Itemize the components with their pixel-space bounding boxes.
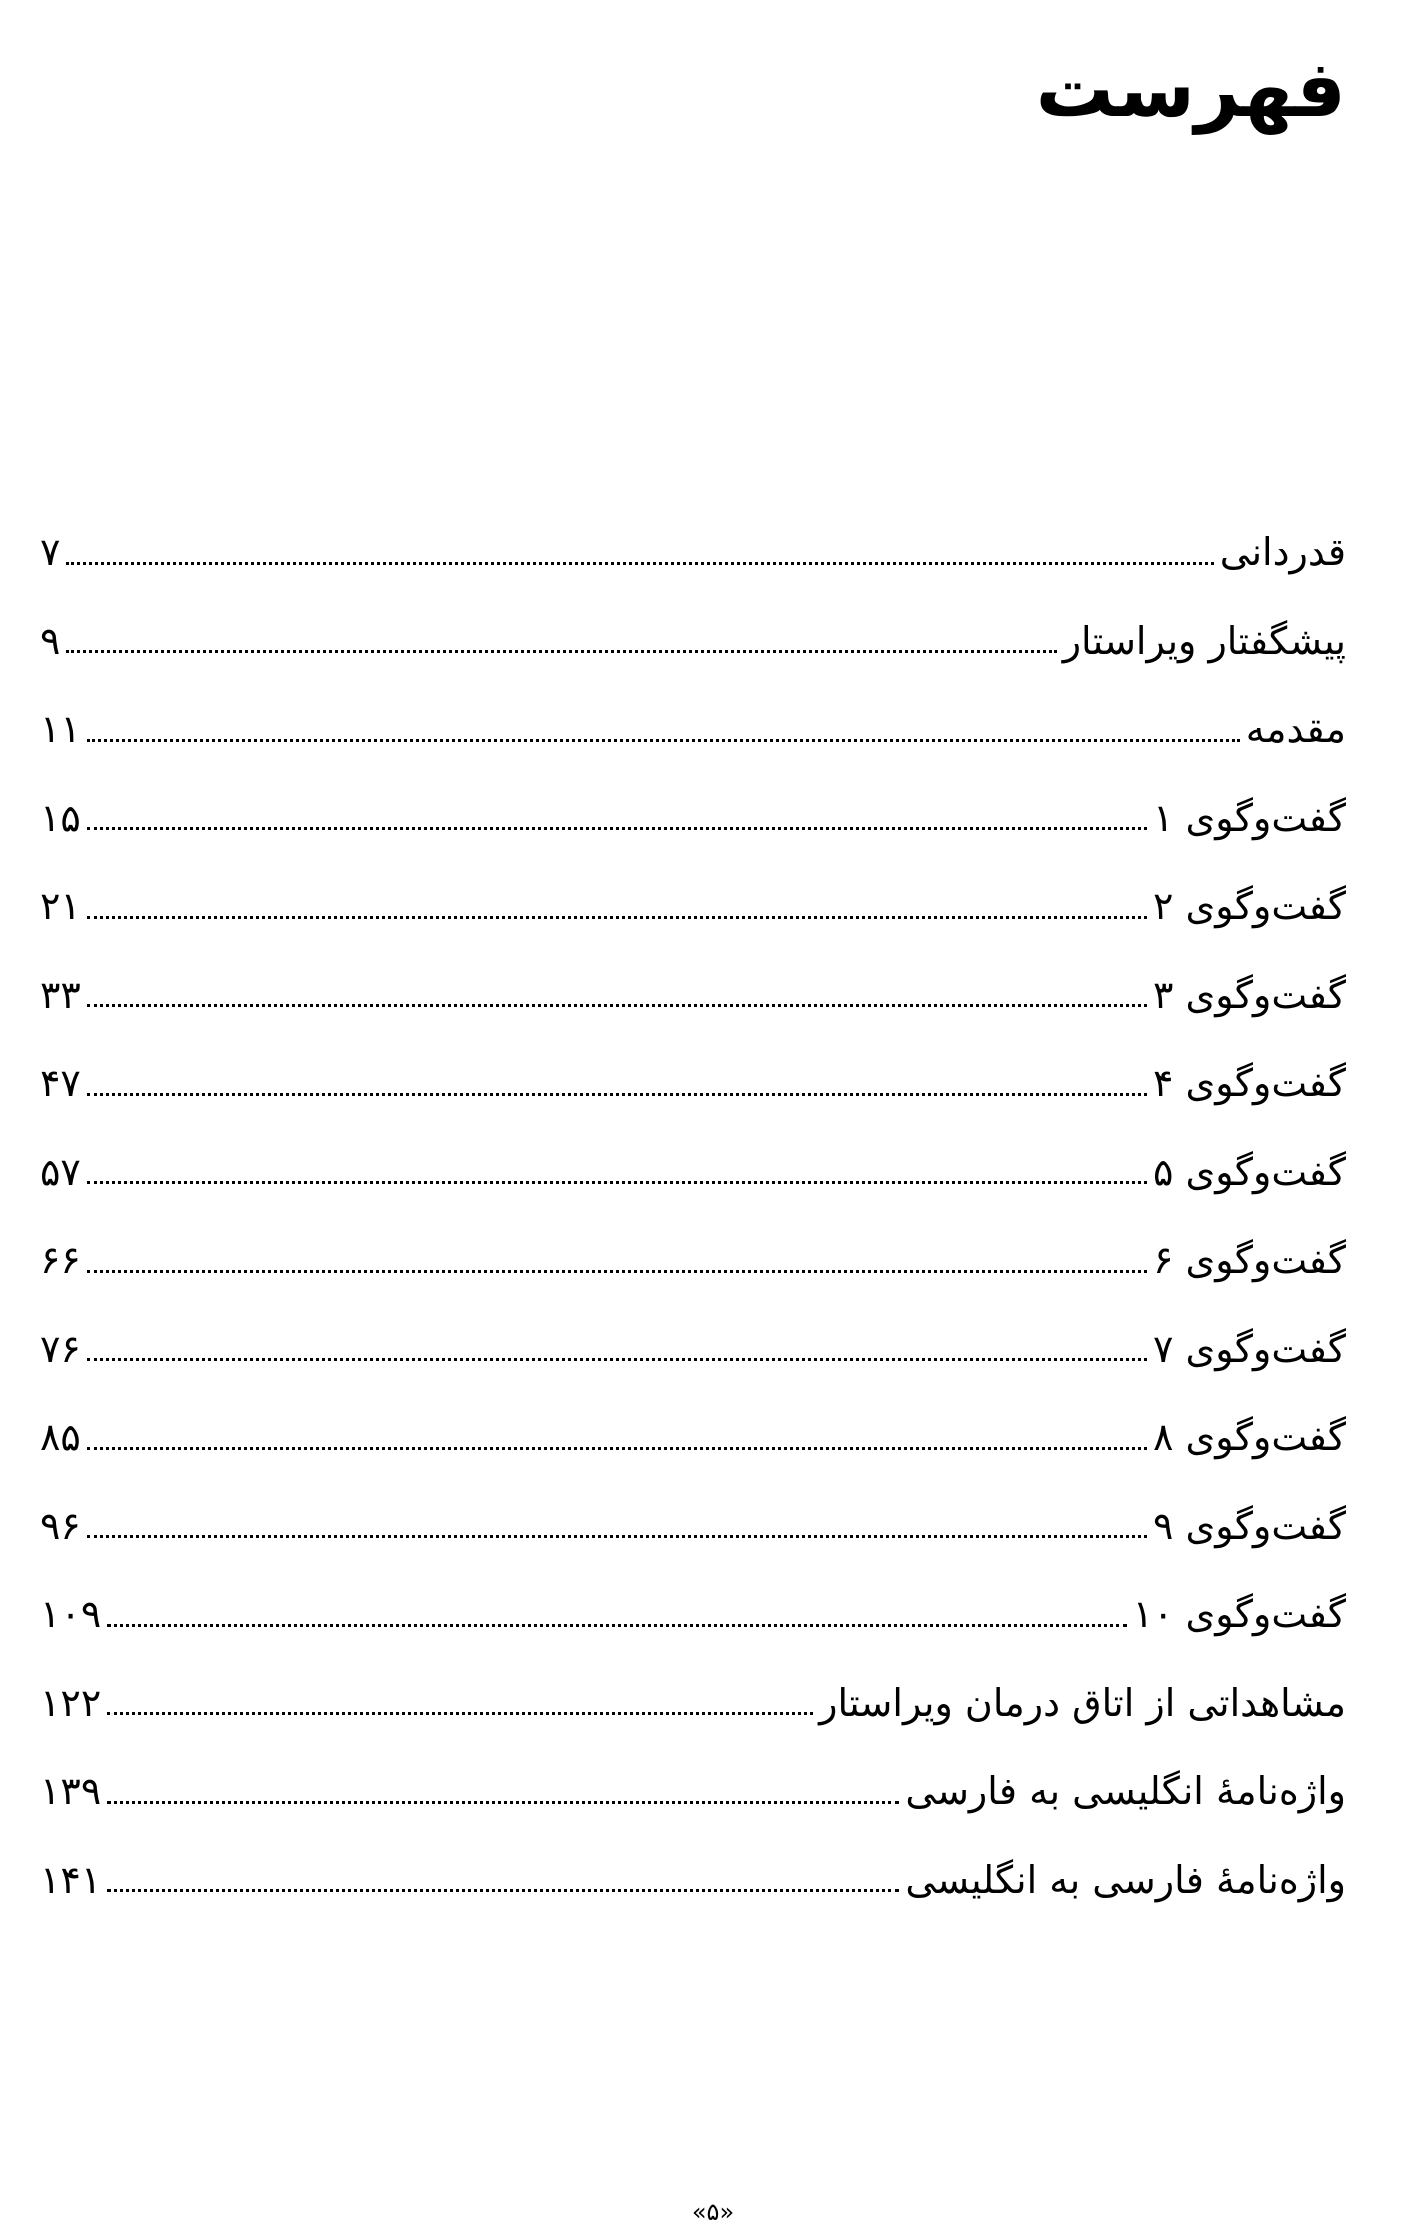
toc-entry-conversation-9[interactable] [40,1482,1346,1571]
toc-entry-label: گفت‌وگوی ۷ [1153,1326,1346,1371]
toc-entry-glossary-en-fa[interactable] [40,1747,1346,1836]
toc-entry-therapy-room-observations[interactable] [40,1659,1346,1748]
toc-leader-dots [66,562,1213,565]
toc-leader-dots [87,916,1147,919]
toc-entry-conversation-7[interactable] [40,1305,1346,1394]
toc-leader-dots [66,650,1056,653]
toc-leader-dots [107,1889,899,1892]
toc-entry-label: گفت‌وگوی ۲ [1153,884,1346,929]
toc-entry-conversation-5[interactable] [40,1128,1346,1217]
toc-entry-introduction[interactable] [40,685,1346,774]
toc-leader-dots [107,1801,899,1804]
toc-page-number: ۱۰۹ [40,1592,102,1637]
toc-entry-label: مشاهداتی از اتاق درمان ویراستار [819,1680,1346,1725]
toc-entry-conversation-4[interactable] [40,1039,1346,1128]
toc-entry-label: گفت‌وگوی ۳ [1153,972,1346,1017]
toc-leader-dots [107,1712,813,1715]
page-number: «۵» [691,2198,735,2226]
toc-page-number: ۵۷ [40,1149,81,1194]
toc-page-number: ۹۶ [40,1503,81,1548]
toc-page-number: ۶۶ [40,1238,81,1283]
page-title: فهرست [1035,45,1346,135]
toc-entry-label: گفت‌وگوی ۶ [1153,1238,1346,1283]
toc-entry-label: مقدمه [1245,707,1346,752]
toc-leader-dots [107,1624,1126,1627]
toc-page-number: ۳۳ [40,972,81,1017]
toc-entry-label: قدردانی [1219,530,1346,575]
toc-entry-label: گفت‌وگوی ۱ [1153,795,1346,840]
toc-entry-label: گفت‌وگوی ۱۰ [1132,1592,1346,1637]
toc-page-number: ۱۱ [40,707,81,752]
toc-leader-dots [87,1004,1147,1007]
toc-page-number: ۷ [40,530,61,575]
toc-page-number: ۸۵ [40,1415,81,1460]
toc-entry-label: گفت‌وگوی ۸ [1153,1415,1346,1460]
toc-leader-dots [87,1535,1147,1538]
toc-entry-label: گفت‌وگوی ۴ [1153,1061,1346,1106]
toc-leader-dots [87,739,1240,742]
toc-entry-label: گفت‌وگوی ۵ [1153,1149,1346,1194]
toc-entry-conversation-1[interactable] [40,774,1346,863]
toc-page-number: ۱۵ [40,795,81,840]
toc-entry-conversation-8[interactable] [40,1393,1346,1482]
toc-entry-conversation-10[interactable] [40,1570,1346,1659]
toc-page-number: ۲۱ [40,884,81,929]
toc-page-number: ۴۷ [40,1061,81,1106]
toc-entry-label: گفت‌وگوی ۹ [1153,1503,1346,1548]
toc-leader-dots [87,1270,1147,1273]
toc-page-number: ۷۶ [40,1326,81,1371]
table-of-contents [40,508,1346,1924]
toc-entry-glossary-fa-en[interactable] [40,1836,1346,1925]
toc-page-number: ۹ [40,618,61,663]
toc-entry-conversation-6[interactable] [40,1216,1346,1305]
toc-leader-dots [87,827,1147,830]
toc-entry-label: واژه‌نامهٔ فارسی به انگلیسی [905,1857,1346,1902]
toc-entry-label: واژه‌نامهٔ انگلیسی به فارسی [905,1769,1346,1814]
toc-entry-conversation-3[interactable] [40,951,1346,1040]
toc-leader-dots [87,1093,1147,1096]
toc-entry-label: پیشگفتار ویراستار [1062,618,1346,663]
toc-page-number: ۱۳۹ [40,1769,102,1814]
toc-entry-editor-preface[interactable] [40,597,1346,686]
toc-entry-conversation-2[interactable] [40,862,1346,951]
toc-leader-dots [87,1181,1147,1184]
toc-entry-acknowledgements[interactable] [40,508,1346,597]
toc-page-number: ۱۴۱ [40,1857,102,1902]
toc-leader-dots [87,1447,1147,1450]
toc-page-number: ۱۲۲ [40,1680,102,1725]
toc-leader-dots [87,1358,1147,1361]
